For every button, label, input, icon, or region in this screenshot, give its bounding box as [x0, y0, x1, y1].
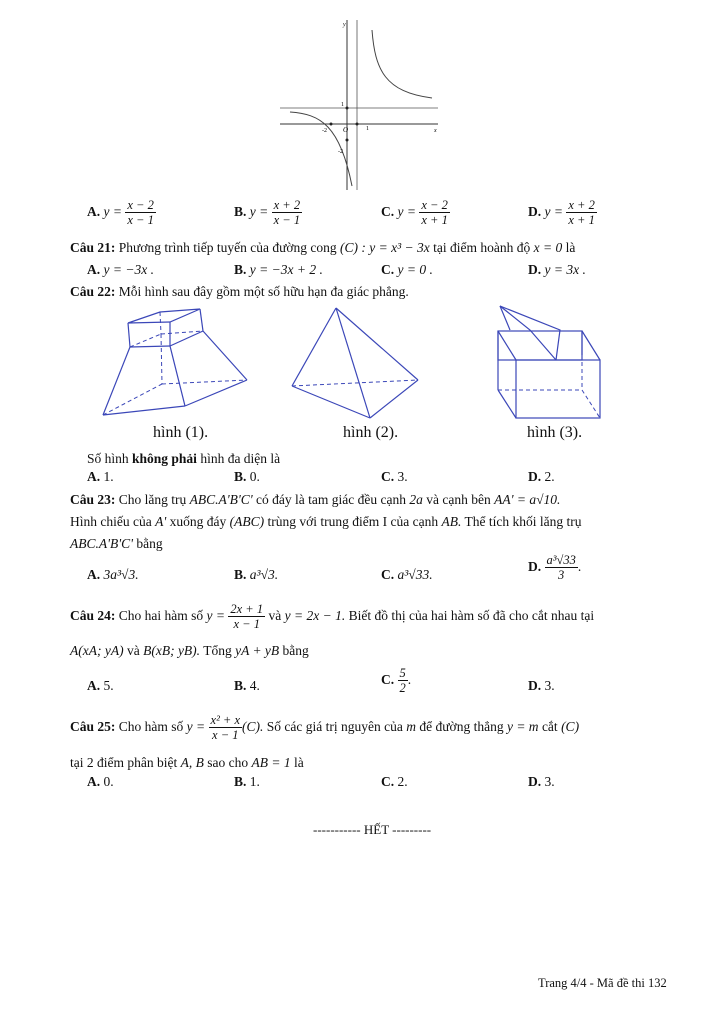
graph-neg-two-x: -2: [322, 128, 327, 134]
q22-option-c[interactable]: C. 3.: [381, 469, 408, 484]
q23-option-c[interactable]: C. a³√33.: [381, 567, 433, 582]
q23-option-b[interactable]: B. a³√3.: [234, 567, 279, 582]
graph-one-y: 1: [341, 102, 344, 108]
q22-question: Số hình không phải hình đa diện là: [87, 451, 281, 466]
page-footer: Trang 4/4 - Mã đề thi 132: [538, 976, 667, 990]
q25-option-a[interactable]: A. 0.: [87, 774, 114, 789]
graph-one-x: 1: [366, 126, 369, 132]
q21-option-b[interactable]: B. y = −3x + 2 .: [234, 262, 323, 277]
q24-option-b[interactable]: B. 4.: [234, 678, 260, 693]
q25-option-b[interactable]: B. 1.: [234, 774, 260, 789]
figure-2-caption: hình (2).: [343, 424, 399, 441]
q25-stem-line2: tại 2 điểm phân biệt A, B sao cho AB = 1 là: [70, 755, 304, 770]
graph-x-label: x: [434, 128, 437, 134]
graph-neg-two-y: -2: [338, 149, 343, 155]
q24-option-a[interactable]: A. 5.: [87, 678, 114, 693]
q24-stem-line1: Câu 24: Cho hai hàm số y = $\frac{2x + 1}{x - 1}$ và y = 2x − 1. Biết đồ thị của hai hàm số đã cho cắt nhau tại: [70, 602, 595, 632]
figure-1-caption: hình (1).: [153, 424, 209, 441]
graph-origin: O: [343, 126, 349, 134]
q21-option-c[interactable]: C. y = 0 .: [381, 262, 433, 277]
q22-option-b[interactable]: B. 0.: [234, 469, 260, 484]
q20-option-b[interactable]: B. y = $\frac{x + 2}{x - 1}$: [234, 198, 301, 228]
graph-y-label: y: [343, 22, 346, 28]
q20-option-d[interactable]: D. y = $\frac{x + 2}{x + 1}$: [528, 198, 595, 228]
q24-stem-line2: A(xA; yA) và B(xB; yB). Tổng yA + yB bằng: [70, 643, 309, 658]
q25-option-d[interactable]: D. 3.: [528, 774, 555, 789]
q23-stem-line3: ABC.A'B'C' bằng: [70, 536, 163, 551]
q25-stem-line1: Câu 25: Cho hàm số y = $\frac{\text{x² + x}}{x - 1}$ (C). Số các giá trị nguyên của m để đường thẳng y = m cắt (C): [70, 713, 580, 743]
q20-option-a[interactable]: A. y = $\frac{x - 2}{x - 1}$: [87, 198, 154, 228]
q23-stem-line2: Hình chiếu của A' xuống đáy (ABC) trùng với trung điểm I của cạnh AB. Thể tích khối lăng trụ: [70, 514, 582, 529]
q24-option-d[interactable]: D. 3.: [528, 678, 555, 693]
q21-option-d[interactable]: D. y = 3x .: [528, 262, 586, 277]
q25-option-c[interactable]: C. 2.: [381, 774, 408, 789]
q21-stem: Câu 21: Phương trình tiếp tuyến của đường cong (C) : y = x³ − 3x tại điểm hoành độ x = 0 là: [70, 240, 576, 255]
q23-stem-line1: Câu 23: Cho lăng trụ ABC.A'B'C' có đáy là tam giác đều cạnh 2a và cạnh bên AA' = a√10.: [70, 492, 561, 507]
q22-stem: Câu 22: Mỗi hình sau đây gồm một số hữu hạn đa giác phẳng.: [70, 284, 409, 299]
q20-option-c[interactable]: C. y = $\frac{x - 2}{x + 1}$: [381, 198, 448, 228]
q23-option-a[interactable]: A. 3a³√3.: [87, 567, 139, 582]
q21-option-a[interactable]: A. y = −3x .: [87, 262, 154, 277]
q23-option-d[interactable]: D. $\frac{\text{a³√33}}{3}$ .: [528, 553, 582, 583]
end-marker: ----------- HẾT ---------: [313, 822, 432, 837]
q22-option-d[interactable]: D. 2.: [528, 469, 555, 484]
q24-option-c[interactable]: C. $\frac{5}{2}$ .: [381, 666, 412, 696]
figure-3-caption: hình (3).: [527, 424, 583, 441]
q22-option-a[interactable]: A. 1.: [87, 469, 114, 484]
